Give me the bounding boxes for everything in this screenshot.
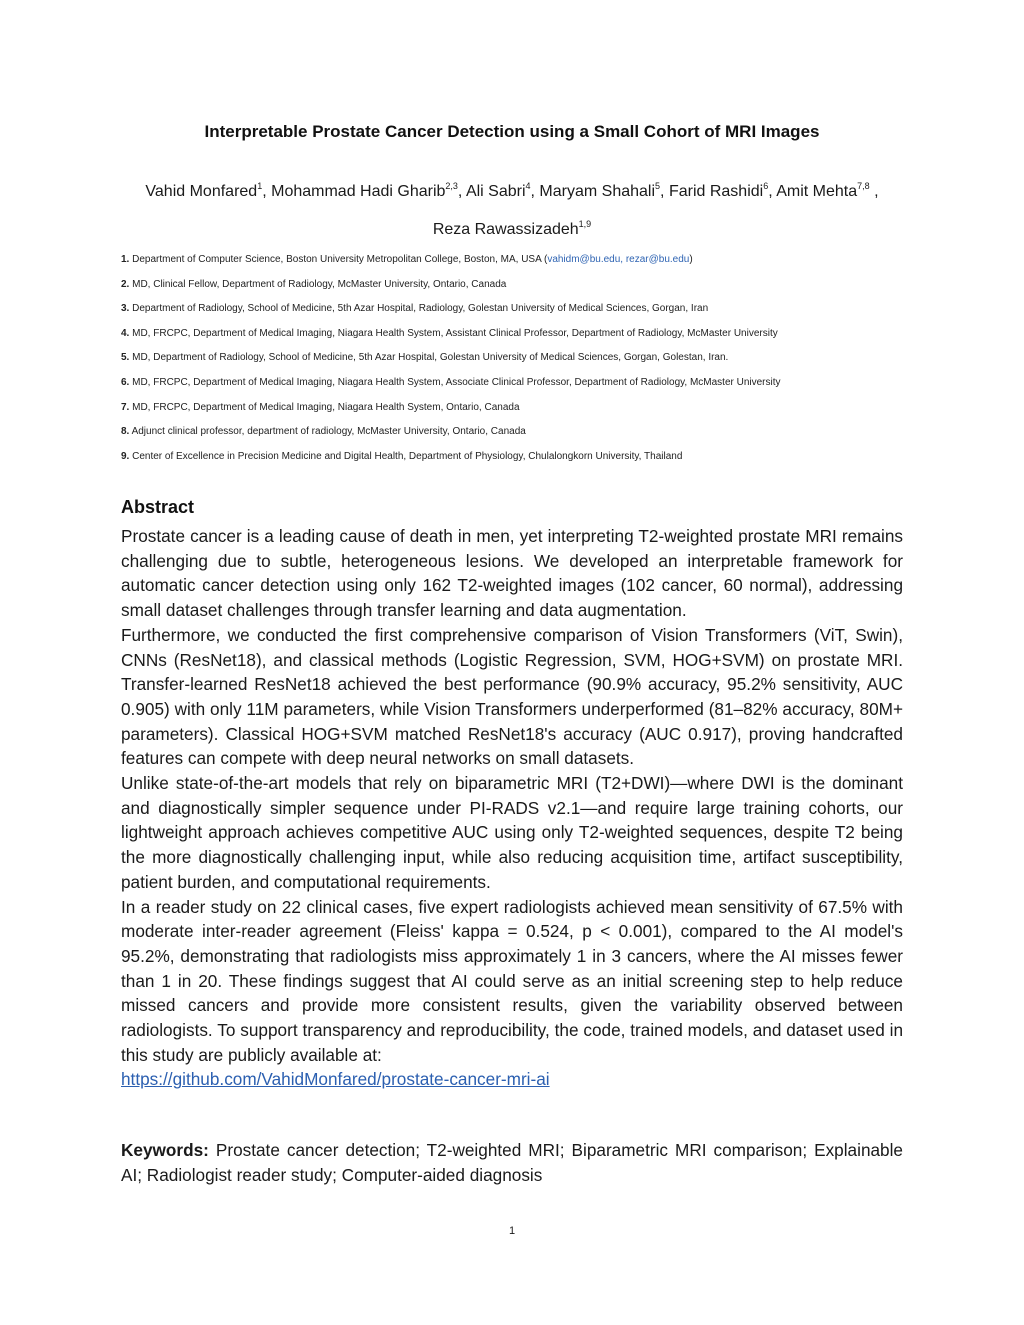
author-name: Amit Mehta [776, 183, 858, 200]
affiliation-item [121, 322, 911, 347]
affiliation-text: MD, FRCPC, Department of Medical Imaging, Niagara Health System, Associate Clinical Professor, Department of Radiology, McMaster University [132, 376, 781, 388]
page-number: 1 [508, 1225, 516, 1237]
affiliation-number: 4. [121, 327, 130, 339]
keywords-label: Keywords: [121, 1140, 209, 1160]
affiliation-text: Center of Excellence in Precision Medicine and Digital Health, Department of Physiology, Chulalongkorn University, Thailand [132, 450, 683, 462]
affiliation-text: Department of Computer Science, Boston University Metropolitan College, Boston, MA, USA ( [132, 254, 548, 265]
affiliation-number: 7. [121, 401, 130, 413]
author-email-link[interactable]: vahidm@bu.edu, rezar@bu.edu [547, 254, 690, 265]
keywords-text: Prostate cancer detection; T2-weighted MRI; Biparametric MRI comparison; Explainable AI; Radiologist reader study; Computer-aided diagnosis [121, 1140, 903, 1185]
author: Amit Mehta$^{7,8}$ , [776, 181, 879, 200]
author-name: Ali Sabri [465, 183, 526, 200]
affiliation-text: Department of Radiology, School of Medicine, 5th Azar Hospital, Radiology, Golestan University of Medical Sciences, Gorgan, Iran [132, 303, 709, 315]
author-name: Vahid Monfared [145, 183, 258, 200]
affiliation-number: 9. [121, 450, 130, 462]
affiliation-number: 1. [121, 254, 130, 265]
affiliation-text: Adjunct clinical professor, department of radiology, McMaster University, Ontario, Canada [131, 426, 526, 438]
author: Maryam Shahali$^5$, [539, 181, 669, 200]
abstract-link-line [121, 1067, 903, 1092]
author-affil-marker: 6 [763, 181, 769, 191]
author-affil-marker: 1,9 [578, 219, 592, 229]
author: Vahid Monfared$^1$, [145, 181, 272, 200]
author [433, 221, 591, 238]
author-affil-marker: 1 [257, 181, 263, 191]
affiliation-item [121, 346, 911, 371]
affiliation-item [121, 445, 911, 470]
affiliation-item [121, 371, 911, 396]
affiliation-item [121, 297, 911, 322]
abstract-heading: Abstract [121, 497, 195, 517]
abstract-paragraph: Prostate cancer is a leading cause of death in men, yet interpreting T2-weighted prostate MRI remains challenging due to subtle, heterogeneous lesions. We developed an interpretable framework for automatic cancer detection using only 162 T2-weighted images (102 cancer, 60 normal), addressing small dataset challenges through transfer learning and data augmentation. [121, 526, 903, 621]
author-affil-marker: 2,3 [445, 181, 458, 191]
affiliation-number: 3. [121, 303, 130, 315]
code-repository-link[interactable]: https://github.com/VahidMonfared/prostate-cancer-mri-ai [121, 1069, 550, 1090]
author-name: Maryam Shahali [539, 183, 656, 200]
author-affil-marker: 7,8 [857, 181, 870, 191]
affiliation-text: MD, Department of Radiology, School of Medicine, 5th Azar Hospital, Golestan University of Medical Sciences, Gorgan, Golestan, Iran. [132, 352, 729, 364]
affiliation-number: 6. [121, 376, 130, 388]
affiliation-item: 1. Department of Computer Science, Boston University Metropolitan College, Boston, MA, USA (vahidm@bu.edu, rezar@bu.edu) [121, 254, 693, 265]
author-list [110, 170, 914, 246]
author: Farid Rashidi$^6$, [668, 181, 777, 200]
author-affil-marker: 4 [525, 181, 531, 191]
author: Ali Sabri$^4$, [465, 181, 540, 200]
affiliation-list [121, 248, 911, 469]
affiliation-number: 8. [121, 426, 130, 438]
affiliation-item [121, 420, 911, 445]
author-name: Farid Rashidi [668, 183, 764, 200]
keywords-section [121, 1138, 903, 1187]
paper-title: Interpretable Prostate Cancer Detection using a Small Cohort of MRI Images [204, 122, 820, 141]
affiliation-item [121, 273, 911, 298]
author: Mohammad Hadi Gharib$^{2,3}$, [271, 181, 466, 200]
affiliation-item [121, 396, 911, 421]
abstract-paragraph: Unlike state-of-the-art models that rely on biparametric MRI (T2+DWI)—where DWI is the dominant and diagnostically simpler sequence under PI-RADS v2.1—and require large training cohorts, our lightweight approach achieves competitive AUC using only T2-weighted sequences, despite T2 being the more diagnostically challenging input, while also reducing acquisition time, artifact susceptibility, patient burden, and computational requirements. [121, 773, 903, 892]
author-affil-marker: 5 [655, 181, 661, 191]
affiliation-number: 2. [121, 278, 130, 290]
author-name: Mohammad Hadi Gharib [271, 183, 446, 200]
affiliation-number: 5. [121, 352, 130, 364]
abstract-body [121, 524, 903, 1092]
author-name: Reza Rawassizadeh [432, 221, 579, 238]
affiliation-text: MD, FRCPC, Department of Medical Imaging, Niagara Health System, Assistant Clinical Professor, Department of Radiology, McMaster University [132, 327, 778, 339]
abstract-paragraph: Furthermore, we conducted the first comprehensive comparison of Vision Transformers (ViT, Swin), CNNs (ResNet18), and classical methods (Logistic Regression, SVM, HOG+SVM) on prostate MRI. Transfer-learned ResNet18 achieved the best performance (90.9% accuracy, 95.2% sensitivity, AUC 0.905) with only 11M parameters, while Vision Transformers underperformed (81–82% accuracy, 80M+ parameters). Classical HOG+SVM matched ResNet18's accuracy (AUC 0.917), proving handcrafted features can compete with deep neural networks on small datasets. [121, 624, 903, 769]
affiliation-text: MD, Clinical Fellow, Department of Radiology, McMaster University, Ontario, Canada [132, 278, 507, 290]
affiliation-text: MD, FRCPC, Department of Medical Imaging, Niagara Health System, Ontario, Canada [132, 401, 520, 413]
abstract-paragraph: In a reader study on 22 clinical cases, five expert radiologists achieved mean sensitivity of 67.5% with moderate inter-reader agreement (Fleiss' kappa = 0.524, p < 0.001), compared to the AI model's 95.2%, demonstrating that radiologists miss approximately 1 in 3 cancers, where the AI misses fewer than 1 in 20. These findings suggest that AI could serve as an initial screening step to help reduce missed cancers and provide more consistent results, given the variability observed between radiologists. To support transparency and reproducibility, the code, trained models, and dataset used in this study are publicly available at: [121, 896, 903, 1065]
